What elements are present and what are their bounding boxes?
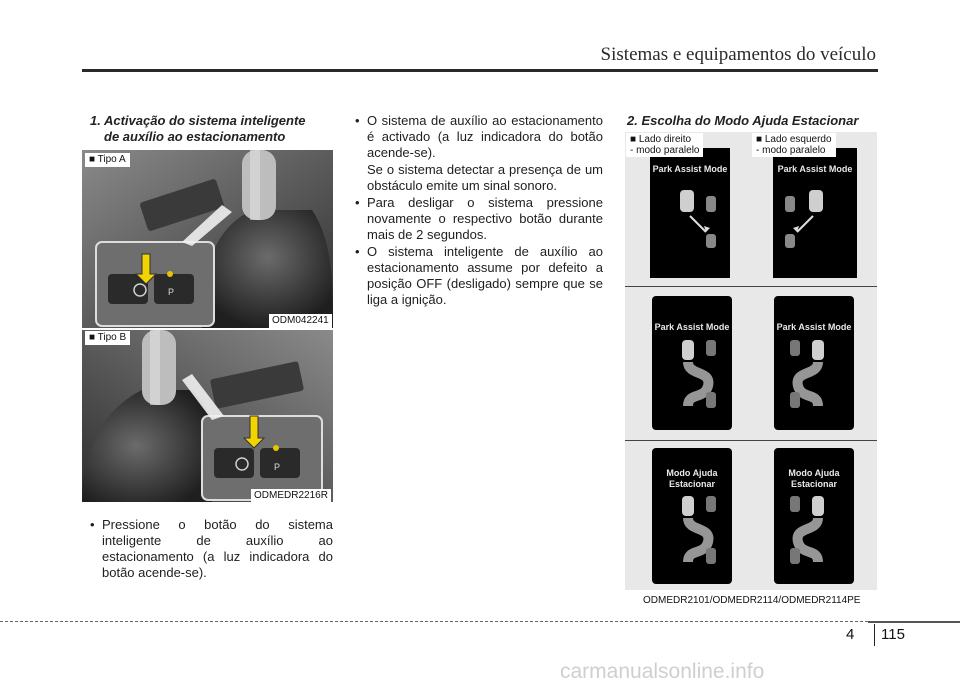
footer-rule	[0, 621, 868, 622]
screen-modo-ajuda-left	[774, 448, 854, 584]
screen-modo-line2: Estacionar	[790, 479, 838, 489]
running-header: Sistemas e equipamentos do veículo	[600, 44, 876, 65]
screen-title: Park Assist Mode	[652, 164, 728, 174]
bullet-default-off: • O sistema inteligente de auxílio ao estacionamento assume por defeito a posição OFF (desligado) sempre que se liga a ignição.	[353, 244, 603, 308]
screen-title: Park Assist Mode	[777, 164, 853, 174]
left-bullet-list	[88, 517, 333, 582]
screen-left-parallel	[773, 148, 857, 278]
label-right-parallel	[626, 133, 703, 157]
code-type-b: ODMEDR2216R	[251, 489, 331, 503]
figure-divider	[625, 440, 877, 441]
figure-divider	[625, 286, 877, 287]
svg-text:P: P	[168, 287, 175, 297]
label-left-line1: ■ Lado esquerdo	[756, 134, 832, 145]
label-left-line2: - modo paralelo	[756, 145, 826, 156]
screen-title: Park Assist Mode	[654, 322, 730, 332]
section-title-line2: de auxílio ao estacionamento	[104, 129, 286, 144]
svg-text:P: P	[274, 462, 281, 472]
screen-modo-line1: Modo Ajuda	[666, 468, 718, 478]
photo-type-a	[82, 150, 333, 328]
section-title-line1: 1. Activação do sistema inteligente	[90, 113, 306, 128]
middle-bullet-list	[353, 113, 603, 309]
screen-modo-line1: Modo Ajuda	[788, 468, 840, 478]
page-number-divider	[874, 624, 875, 646]
screen-right-parallel	[650, 148, 730, 278]
tag-type-a: ■ Tipo A	[85, 153, 130, 167]
screen-modo-ajuda-right	[652, 448, 732, 584]
screen-modo-line2: Estacionar	[668, 479, 716, 489]
code-mode-figure: ODMEDR2101/ODMEDR2114/ODMEDR2114PE	[640, 594, 863, 608]
footer-rule-solid	[868, 621, 960, 623]
section-title-mode: 2. Escolha do Modo Ajuda Estacionar	[627, 113, 859, 128]
screen-title: Park Assist Mode	[776, 322, 852, 332]
label-right-line1: ■ Lado direito	[630, 134, 692, 145]
header-rule	[82, 69, 878, 72]
chapter-number: 4	[846, 626, 855, 643]
photo-type-b	[82, 330, 333, 502]
code-type-a: ODM042241	[269, 314, 332, 328]
tag-type-b: ■ Tipo B	[85, 331, 130, 345]
screen-park-assist-left	[774, 296, 854, 430]
label-right-line2: - modo paralelo	[630, 145, 700, 156]
bullet-system-activated: • O sistema de auxílio ao estacionamento é activado (a luz indicadora do botão acende-se).	[353, 113, 603, 161]
bullet-press-button: • Pressione o botão do sistema inteligente de auxílio ao estacionamento (a luz indicadora do botão acende-se).	[88, 517, 333, 581]
watermark: carmanualsonline.info	[560, 660, 765, 683]
sub-obstacle-warning: Se o sistema detectar a presença de um obstáculo emite um sinal sonoro.	[367, 162, 603, 193]
section-title-activation	[90, 113, 306, 145]
screen-park-assist-right	[652, 296, 732, 430]
bullet-switch-off: • Para desligar o sistema pressione novamente o respectivo botão durante mais de 2 segundos.	[353, 195, 603, 243]
page-number: 115	[881, 626, 905, 643]
label-left-parallel	[752, 133, 836, 157]
